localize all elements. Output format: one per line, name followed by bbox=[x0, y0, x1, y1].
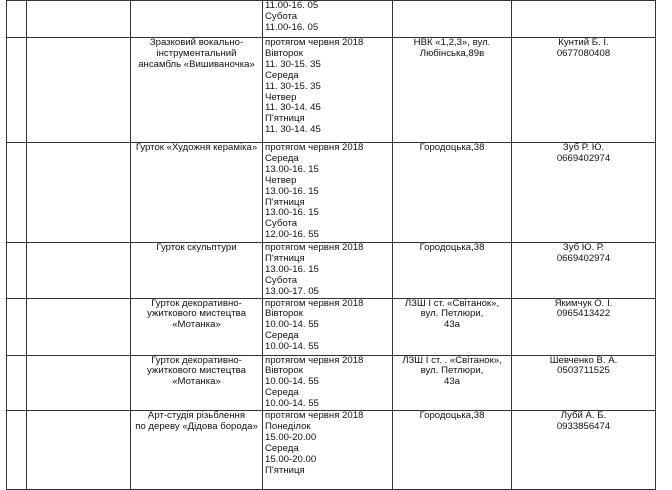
schedule-cell bbox=[263, 143, 393, 243]
schedule-line: Понеділок bbox=[265, 420, 311, 432]
leader-cell bbox=[512, 243, 656, 299]
index-cell bbox=[7, 38, 27, 143]
schedule-line: П'ятниця bbox=[265, 196, 305, 208]
schedule-line: 10.00-14. 55 bbox=[265, 319, 319, 331]
schedule-line: Середа bbox=[265, 152, 299, 164]
address-line: Городоцька,38 bbox=[419, 410, 485, 422]
address-line: ЛЗШ І ст. . «Світанок», bbox=[402, 354, 502, 366]
schedule-cell bbox=[263, 243, 393, 299]
activity-name-cell bbox=[131, 143, 263, 243]
schedule-line: 15.00-20.00 bbox=[265, 431, 317, 443]
schedule-cell bbox=[263, 355, 393, 411]
leader-name: Якимчук О. І. bbox=[554, 297, 613, 309]
blank-cell bbox=[27, 143, 131, 243]
address-line: Любінська,89в bbox=[419, 47, 485, 59]
address-cell bbox=[393, 143, 512, 243]
schedule-line: протягом червня 2018 bbox=[265, 354, 364, 366]
address-line: 43а bbox=[443, 376, 460, 388]
address-cell bbox=[393, 298, 512, 355]
schedule-line: протягом червня 2018 bbox=[265, 410, 364, 422]
leader-cell bbox=[512, 298, 656, 355]
activity-name-cell bbox=[131, 411, 263, 490]
schedule-line: Субота bbox=[265, 274, 298, 286]
activity-name-line: Арт-студія різьблення bbox=[147, 410, 246, 422]
schedule-line: 13.00-16. 15 bbox=[265, 185, 319, 197]
leader-cell bbox=[512, 355, 656, 411]
activity-name-cell bbox=[131, 298, 263, 355]
address-line: Городоцька,38 bbox=[419, 142, 485, 153]
blank-cell bbox=[27, 243, 131, 299]
leader-name: Кунтий Б. І. bbox=[558, 37, 609, 48]
activity-name-line: Гурток декоративно- bbox=[151, 354, 242, 366]
schedule-line: П'ятниця bbox=[265, 464, 305, 476]
schedule-line: Субота bbox=[265, 10, 298, 22]
index-cell bbox=[7, 411, 27, 490]
leader-name: Зуб Ю. Р. bbox=[562, 242, 605, 253]
index-cell bbox=[7, 298, 27, 355]
leader-cell bbox=[512, 38, 656, 143]
leader-cell bbox=[512, 411, 656, 490]
leader-phone: 0669402974 bbox=[556, 152, 611, 164]
schedule-line: П'ятниця bbox=[265, 252, 305, 264]
activity-name-cell bbox=[131, 38, 263, 143]
schedule-line: протягом червня 2018 bbox=[265, 242, 364, 253]
schedule-line: протягом червня 2018 bbox=[265, 297, 364, 309]
activity-name-line: Зразковий вокально- bbox=[149, 37, 244, 48]
schedule-cell bbox=[263, 411, 393, 490]
address-line: ЛЗШ І ст. «Світанок», bbox=[404, 297, 500, 309]
activity-name-line: по дереву «Дідова борода» bbox=[135, 420, 258, 432]
schedule-line: 13.00-16. 15 bbox=[265, 163, 319, 175]
leader-phone: 0669402974 bbox=[556, 252, 611, 264]
blank-cell bbox=[27, 1, 131, 38]
schedule-line: 13.00-17. 05 bbox=[265, 285, 319, 297]
index-cell bbox=[7, 1, 27, 38]
table-row bbox=[7, 243, 656, 299]
schedule-cell bbox=[263, 298, 393, 355]
address-line: НВК «1,2,3», вул. bbox=[413, 37, 491, 48]
leader-phone: 0677080408 bbox=[556, 47, 611, 59]
schedule-line: 13.00-16. 15 bbox=[265, 207, 319, 219]
activity-name-line: Гурток скульптури bbox=[156, 242, 237, 253]
blank-cell bbox=[27, 38, 131, 143]
address-cell bbox=[393, 243, 512, 299]
activity-name-line: «Мотанка» bbox=[172, 376, 221, 388]
schedule-line: 15.00-20.00 bbox=[265, 453, 317, 465]
leader-name: Шевченко В. А. bbox=[549, 354, 618, 366]
activity-name-line: ансамбль «Вишиваночка» bbox=[138, 58, 255, 70]
leader-phone: 0503711525 bbox=[557, 365, 610, 377]
activity-name-line: Гурток декоративно- bbox=[151, 297, 242, 309]
schedule-line: протягом червня 2018 bbox=[265, 142, 364, 153]
blank-cell bbox=[27, 355, 131, 411]
address-cell bbox=[393, 1, 512, 38]
schedule-line: Вівторок bbox=[265, 47, 303, 59]
activity-name-line: «Мотанка» bbox=[172, 319, 221, 331]
activity-name-line: ужиткового мистецтва bbox=[147, 365, 246, 377]
schedule-line: 11. 30-15. 35 bbox=[265, 80, 321, 92]
schedule-line: Вівторок bbox=[265, 308, 303, 320]
schedule-line: Субота bbox=[265, 218, 298, 230]
address-line: вул. Петлюри, bbox=[420, 365, 484, 377]
leader-phone: 0965413422 bbox=[556, 308, 611, 320]
activity-name-cell bbox=[131, 355, 263, 411]
leader-cell bbox=[512, 143, 656, 243]
leader-cell bbox=[512, 1, 656, 38]
index-cell bbox=[7, 143, 27, 243]
schedule-line: П'ятниця bbox=[265, 113, 305, 125]
schedule-line: 11.00-16. 05 bbox=[265, 21, 319, 33]
schedule-line: Четвер bbox=[265, 174, 297, 186]
schedule-line: Середа bbox=[265, 442, 299, 454]
address-line: вул. Петлюри, bbox=[420, 308, 484, 320]
table-row bbox=[7, 1, 656, 38]
schedule-line: Вівторок bbox=[265, 365, 303, 377]
schedule-line: 11.00-16. 05 bbox=[265, 0, 319, 11]
blank-cell bbox=[27, 298, 131, 355]
leader-phone: 0933856474 bbox=[556, 420, 611, 432]
schedule-line: 13.00-16. 15 bbox=[265, 263, 319, 275]
table-row bbox=[7, 298, 656, 355]
address-line: 43а bbox=[443, 319, 460, 331]
address-cell bbox=[393, 411, 512, 490]
schedule-line: 10.00-14. 55 bbox=[265, 341, 319, 353]
schedule-line: протягом червня 2018 bbox=[265, 37, 364, 48]
activity-name-cell bbox=[131, 243, 263, 299]
schedule-line: Четвер bbox=[265, 91, 297, 103]
schedule-line: 12.00-16. 55 bbox=[265, 229, 319, 241]
address-cell bbox=[393, 38, 512, 143]
schedule-line: Середа bbox=[265, 330, 299, 342]
schedule-line: 11. 30-14. 45 bbox=[265, 102, 321, 114]
activity-name-line: Гурток «Художня кераміка» bbox=[135, 142, 258, 153]
schedule-line: Середа bbox=[265, 69, 299, 81]
schedule-line: Середа bbox=[265, 387, 299, 399]
schedule-line: 10.00-14. 55 bbox=[265, 376, 319, 388]
blank-cell bbox=[27, 411, 131, 490]
schedule-cell bbox=[263, 38, 393, 143]
leader-name: Зуб Р. Ю. bbox=[562, 142, 605, 153]
index-cell bbox=[7, 355, 27, 411]
address-cell bbox=[393, 355, 512, 411]
table-row bbox=[7, 143, 656, 243]
activity-name-line: інструментальний bbox=[156, 47, 237, 59]
leader-name: Лубй А. Б. bbox=[560, 410, 607, 422]
index-cell bbox=[7, 243, 27, 299]
table-row bbox=[7, 38, 656, 143]
activity-name-cell bbox=[131, 1, 263, 38]
table-row bbox=[7, 355, 656, 411]
schedule-table bbox=[6, 0, 656, 490]
schedule-cell bbox=[263, 1, 393, 38]
address-line: Городоцька,38 bbox=[419, 242, 485, 253]
schedule-line: 10.00-14. 55 bbox=[265, 398, 319, 410]
table-row bbox=[7, 411, 656, 490]
schedule-line: 11. 30-15. 35 bbox=[265, 58, 321, 70]
activity-name-line: ужиткового мистецтва bbox=[147, 308, 246, 320]
schedule-line: 11. 30-14. 45 bbox=[265, 124, 321, 136]
